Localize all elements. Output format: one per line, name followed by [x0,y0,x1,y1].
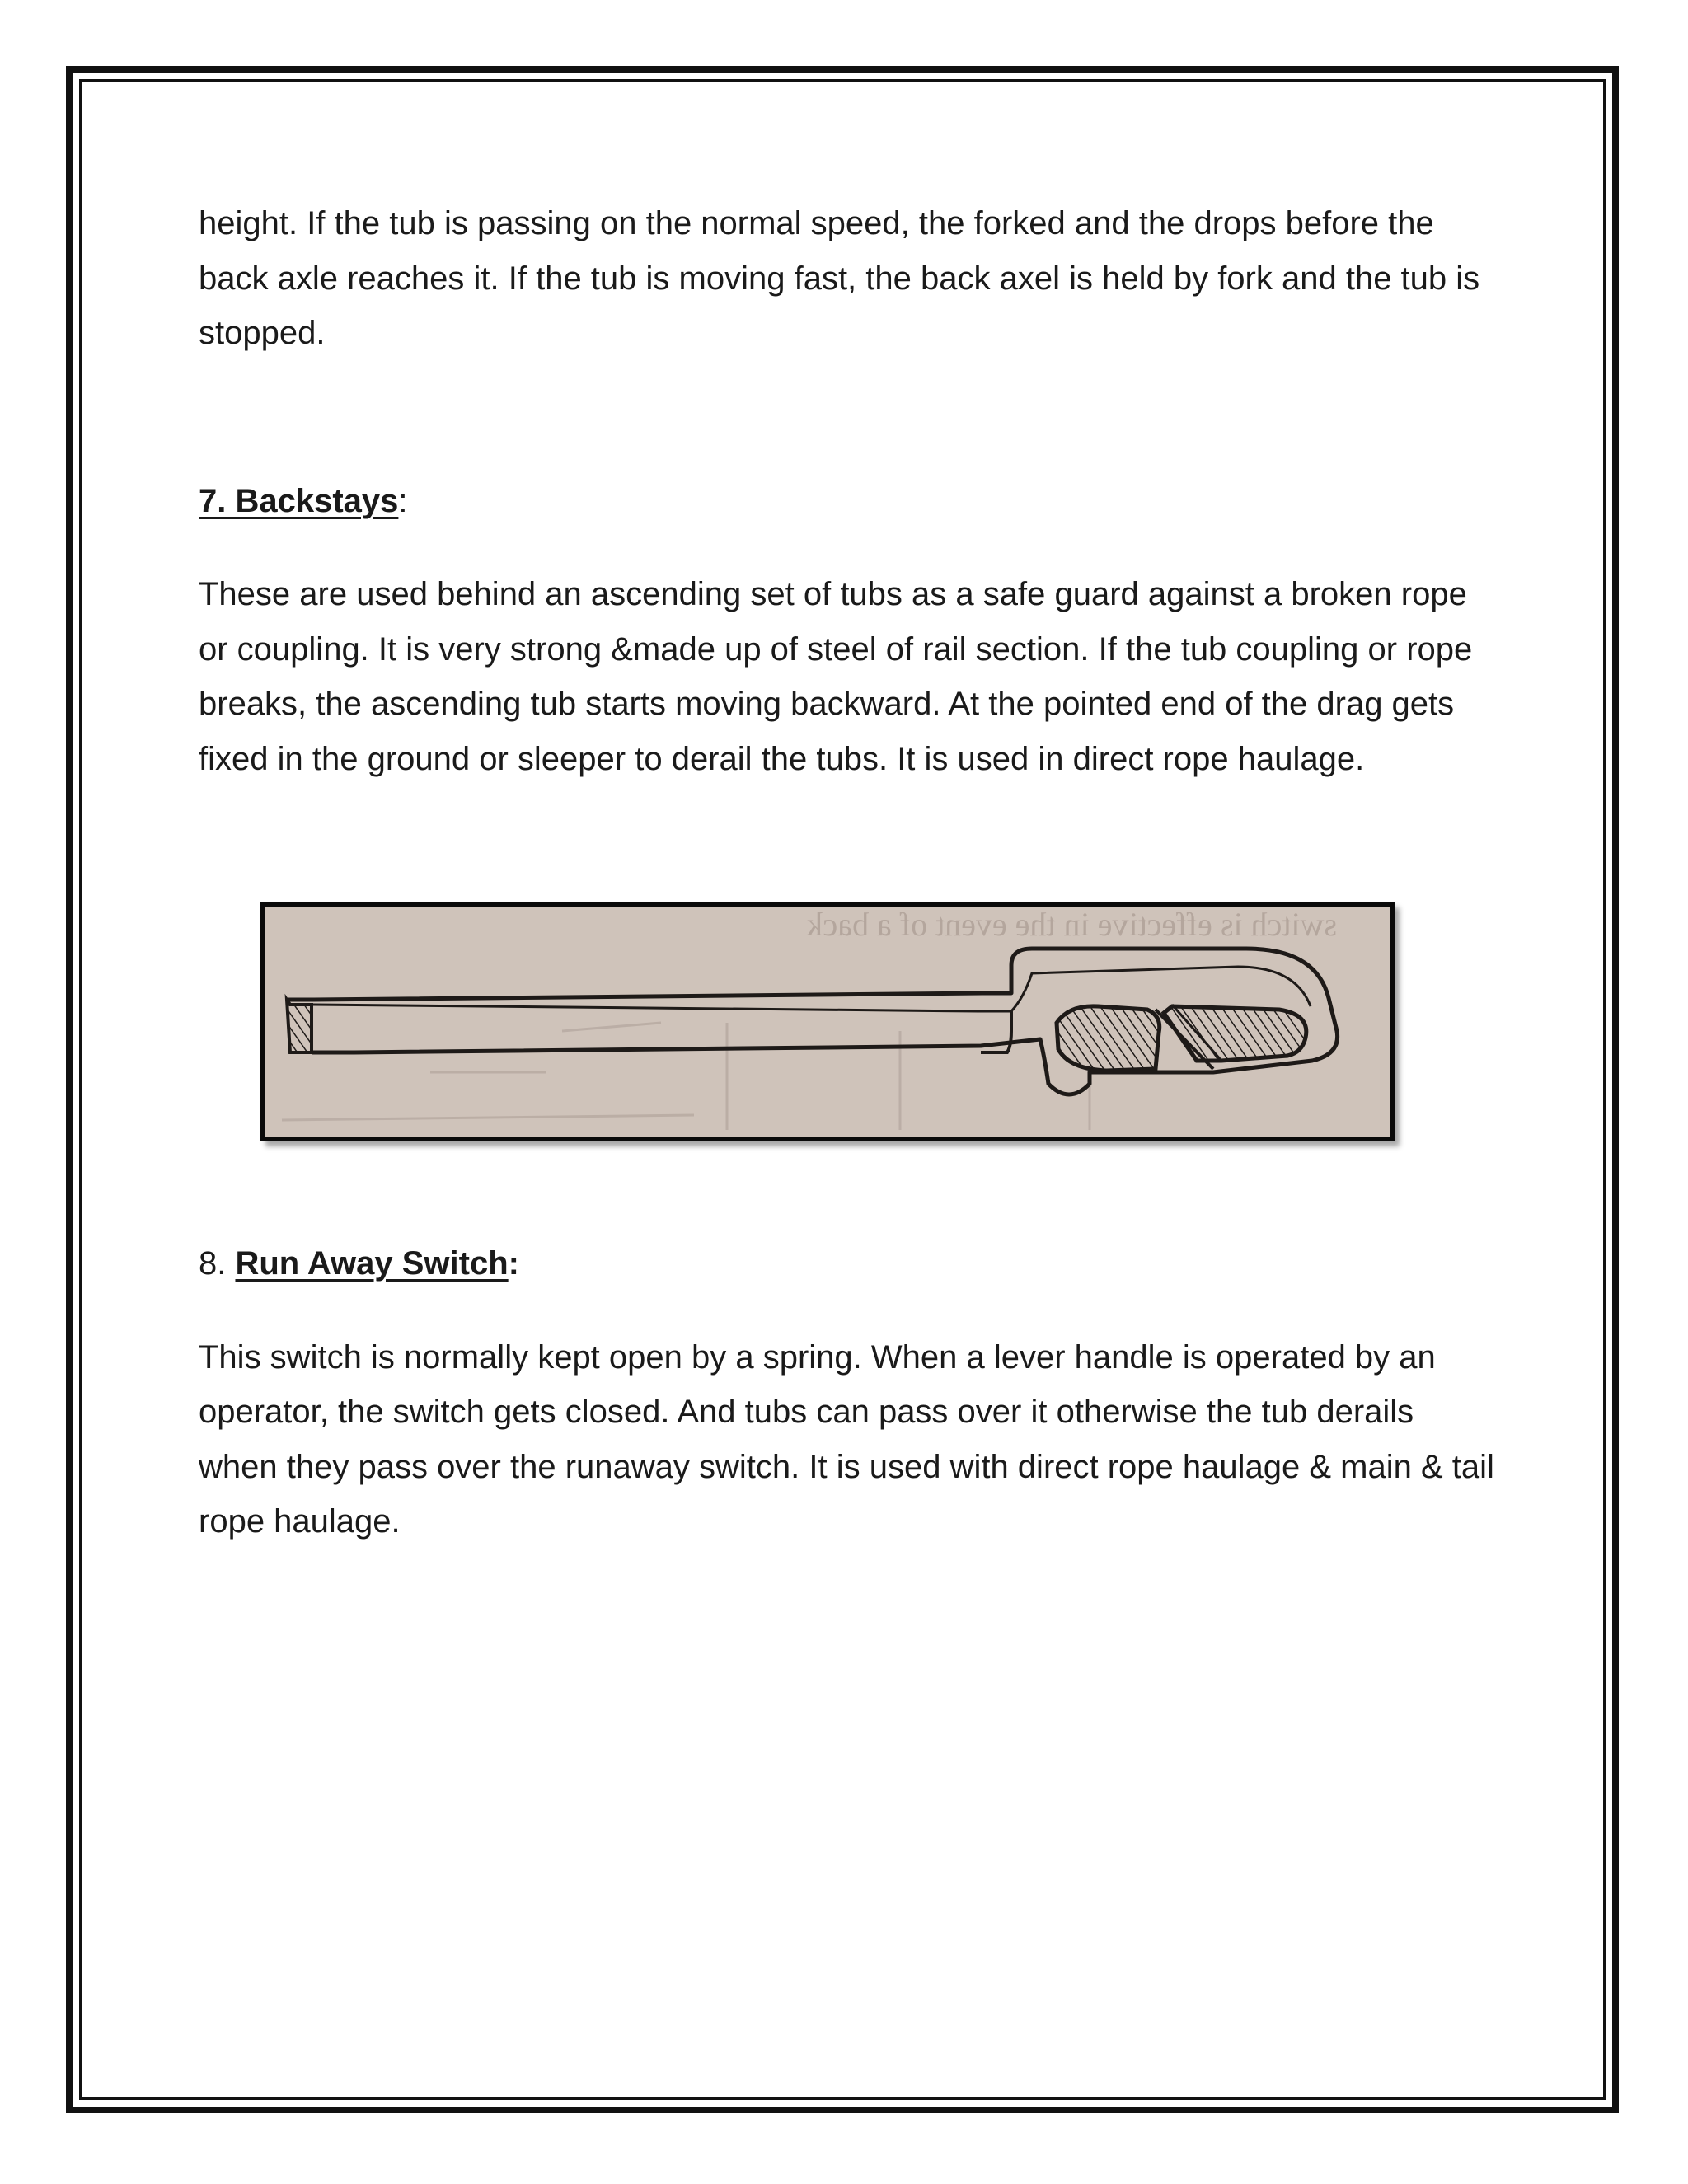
bleed-through-marks [282,1023,1090,1130]
section-8-heading-text: Run Away Switch [235,1245,509,1282]
fork-left-jaw [1057,1006,1160,1071]
section-7-heading-colon: : [398,482,408,519]
backstay-illustration [265,907,1390,1137]
backstay-inner-line [312,967,1311,1011]
section-7-heading [199,474,1501,529]
section-8-heading-number: 8. [199,1245,236,1282]
continuation-paragraph: height. If the tub is passing on the normal speed, the forked and the drops before the back axle reaches it. If the tub is moving fast, the back axel is held by fork and the tub is stopped. [199,205,1480,351]
section-8 [199,1236,1501,1549]
section-7-heading-text: 7. Backstays [199,482,399,519]
backstay-figure-frame [260,902,1395,1141]
fork-right-jaw [1164,1006,1306,1061]
section-8-body: This switch is normally kept open by a spring. When a lever handle is operated by an operator, the switch gets closed. And tubs can pass over it otherwise the tub derails when they pass over the runaway switch. It is used with direct rope haulage & main & tail rope haulage. [199,1338,1494,1540]
section-7-body: These are used behind an ascending set of tubs as a safe guard against a broken rope or coupling. It is very strong &made up of steel of rail section. If the tub coupling or rope breaks, the ascending tub starts moving backward. At the pointed end of the drag gets fixed in the ground or sleeper to derail the tubs. It is used in direct rope haulage. [199,576,1473,777]
backstay-figure [260,902,1395,1141]
page-content [199,196,1501,786]
section-8-heading-colon: : [508,1245,519,1282]
section-8-heading [199,1236,1501,1291]
bleed-through-text: switch is effective in the event of a back [806,907,1337,943]
backstay-point-face [287,1000,312,1052]
